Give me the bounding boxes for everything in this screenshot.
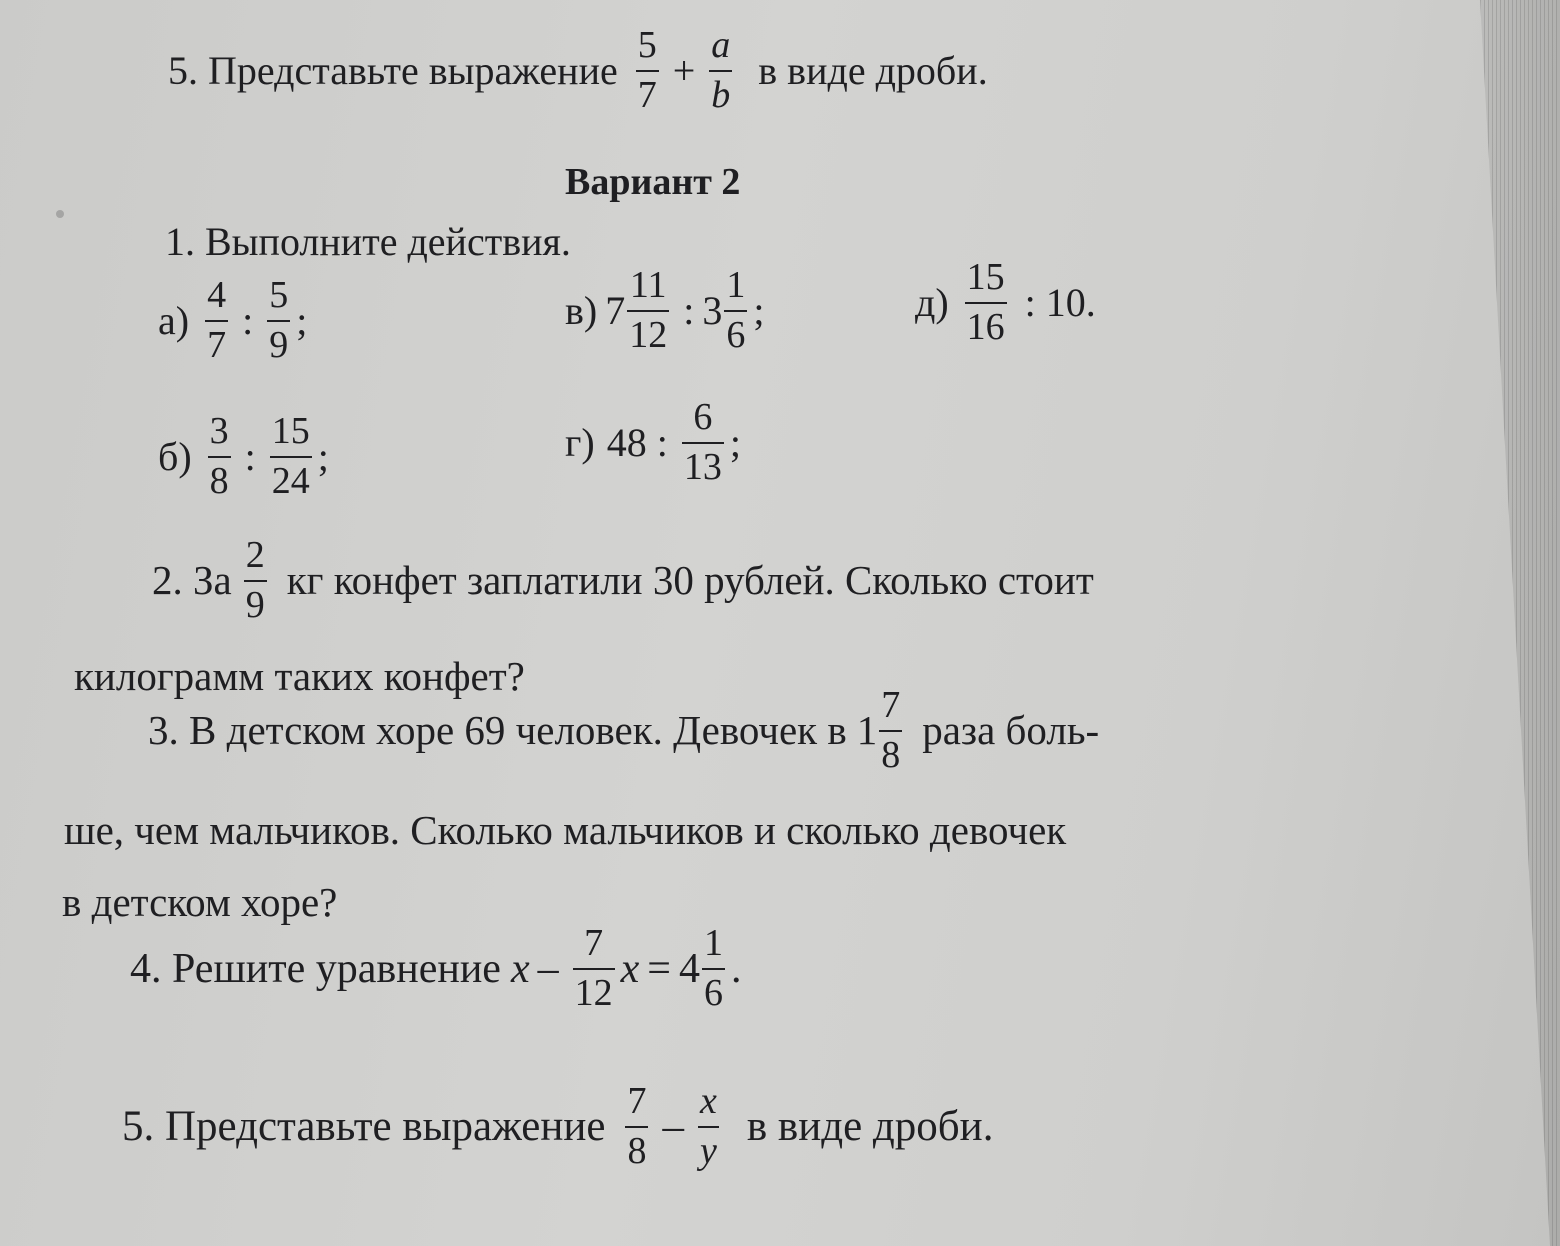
fraction [270, 412, 312, 502]
fraction [625, 1082, 648, 1172]
task1-item-g [565, 398, 741, 488]
page-binding-edge [1360, 0, 1560, 1246]
fraction [965, 258, 1007, 348]
task5-line [122, 1082, 993, 1172]
task2-line2: килограмм таких конфет? [74, 653, 525, 699]
fraction-numerator: 1 [703, 922, 723, 964]
fraction-denominator: 16 [965, 302, 1007, 348]
plus-operator: + [672, 47, 696, 93]
divide-operator: : [242, 297, 254, 343]
item-end: ; [296, 297, 308, 343]
variant-title: Вариант 2 [565, 161, 741, 203]
task2-line1 [152, 536, 1094, 626]
fraction-denominator: y [698, 1126, 719, 1172]
prev-task5-fraction-2 [709, 26, 732, 116]
divide-operator: : [244, 433, 256, 479]
fraction [682, 398, 724, 488]
fraction [702, 924, 725, 1014]
task1-item-v [565, 266, 764, 356]
whole-part: 3 [702, 287, 723, 333]
task2-prefix: 2. За [152, 557, 232, 604]
fraction-numerator: 4 [207, 274, 227, 316]
fraction [627, 266, 669, 356]
mixed-number [702, 266, 753, 356]
fraction [244, 536, 267, 626]
mixed-number [857, 686, 909, 776]
fraction-numerator: 7 [627, 1080, 647, 1122]
fraction-numerator: x [699, 1080, 717, 1122]
task1-item-a [158, 276, 307, 366]
task3-line1 [148, 686, 1099, 776]
item-label: в) [565, 287, 598, 333]
fraction-denominator: 12 [573, 968, 615, 1014]
whole-part: 4 [678, 945, 700, 992]
fraction [267, 276, 290, 366]
fraction [698, 1082, 719, 1172]
fraction-numerator: 1 [726, 264, 746, 306]
fraction-denominator: 9 [244, 580, 267, 626]
fraction-denominator: 8 [879, 730, 902, 776]
fraction-numerator: 6 [693, 396, 713, 438]
task2-suffix: кг конфет заплатили 30 рублей. Сколько стоит [286, 557, 1094, 604]
item-end: ; [317, 433, 329, 479]
item-end: . [730, 945, 742, 992]
fraction [724, 266, 747, 356]
task4-line [130, 924, 741, 1014]
item-end: ; [729, 419, 741, 465]
prev-task5-fraction-1 [636, 26, 659, 116]
fraction-numerator: 7 [881, 684, 901, 726]
item-tail: : 10. [1024, 279, 1096, 325]
fraction-denominator: 8 [625, 1126, 648, 1172]
task5-prefix: 5. Представьте выражение [122, 1103, 606, 1151]
item-label: д) [915, 279, 949, 325]
fraction-denominator: b [709, 70, 732, 116]
fraction-numerator: 15 [271, 410, 310, 452]
item-lead: 48 : [606, 419, 668, 465]
fraction-denominator: 8 [208, 456, 231, 502]
minus-operator: – [537, 945, 559, 992]
variable-x: x [620, 945, 640, 992]
item-label: б) [158, 433, 192, 479]
item-label: г) [565, 419, 595, 465]
task3-prefix: 3. В детском хоре 69 человек. Девочек в [148, 707, 847, 754]
fraction-numerator: 11 [629, 264, 667, 306]
whole-part: 7 [605, 287, 626, 333]
fraction-numerator: 7 [584, 922, 604, 964]
whole-part: 1 [856, 707, 878, 754]
task3-line2: ше, чем мальчиков. Сколько мальчиков и сколько девочек [64, 807, 1067, 853]
fraction-denominator: 7 [636, 70, 659, 116]
item-end: ; [753, 287, 765, 333]
fraction [208, 412, 231, 502]
equals-sign: = [647, 945, 671, 992]
fraction-numerator: a [711, 24, 731, 66]
item-label: а) [158, 297, 190, 343]
task5-suffix: в виде дроби. [746, 1103, 994, 1151]
fraction-numerator: 15 [966, 256, 1005, 298]
page-smudge [56, 210, 64, 218]
fraction-denominator: 9 [267, 320, 290, 366]
prev-task5-prefix: 5. Представьте выражение [168, 47, 618, 93]
fraction-numerator: 5 [637, 24, 657, 66]
fraction-numerator: 2 [245, 534, 265, 576]
minus-operator: – [662, 1103, 684, 1151]
fraction-denominator: 7 [205, 320, 228, 366]
fraction-denominator: 6 [724, 310, 747, 356]
fraction-denominator: 13 [682, 442, 724, 488]
fraction-denominator: 24 [270, 456, 312, 502]
divide-operator: : [683, 287, 695, 333]
fraction-denominator: 6 [702, 968, 725, 1014]
task1-item-b [158, 412, 329, 502]
task4-prefix: 4. Решите уравнение [130, 945, 501, 992]
prev-task5-suffix: в виде дроби. [758, 47, 988, 93]
fraction [879, 686, 902, 776]
fraction [205, 276, 228, 366]
prev-task5-line [168, 26, 988, 116]
mixed-number [605, 266, 675, 356]
task3-suffix: раза боль- [922, 707, 1100, 754]
task1-item-d [915, 258, 1096, 348]
mixed-number [679, 924, 731, 1014]
variable-x: x [510, 945, 530, 992]
task1-title: 1. Выполните действия. [165, 219, 571, 264]
fraction-numerator: 5 [269, 274, 289, 316]
fraction [573, 924, 615, 1014]
fraction-denominator: 12 [627, 310, 669, 356]
task3-line3: в детском хоре? [62, 879, 338, 925]
fraction-numerator: 3 [209, 410, 229, 452]
